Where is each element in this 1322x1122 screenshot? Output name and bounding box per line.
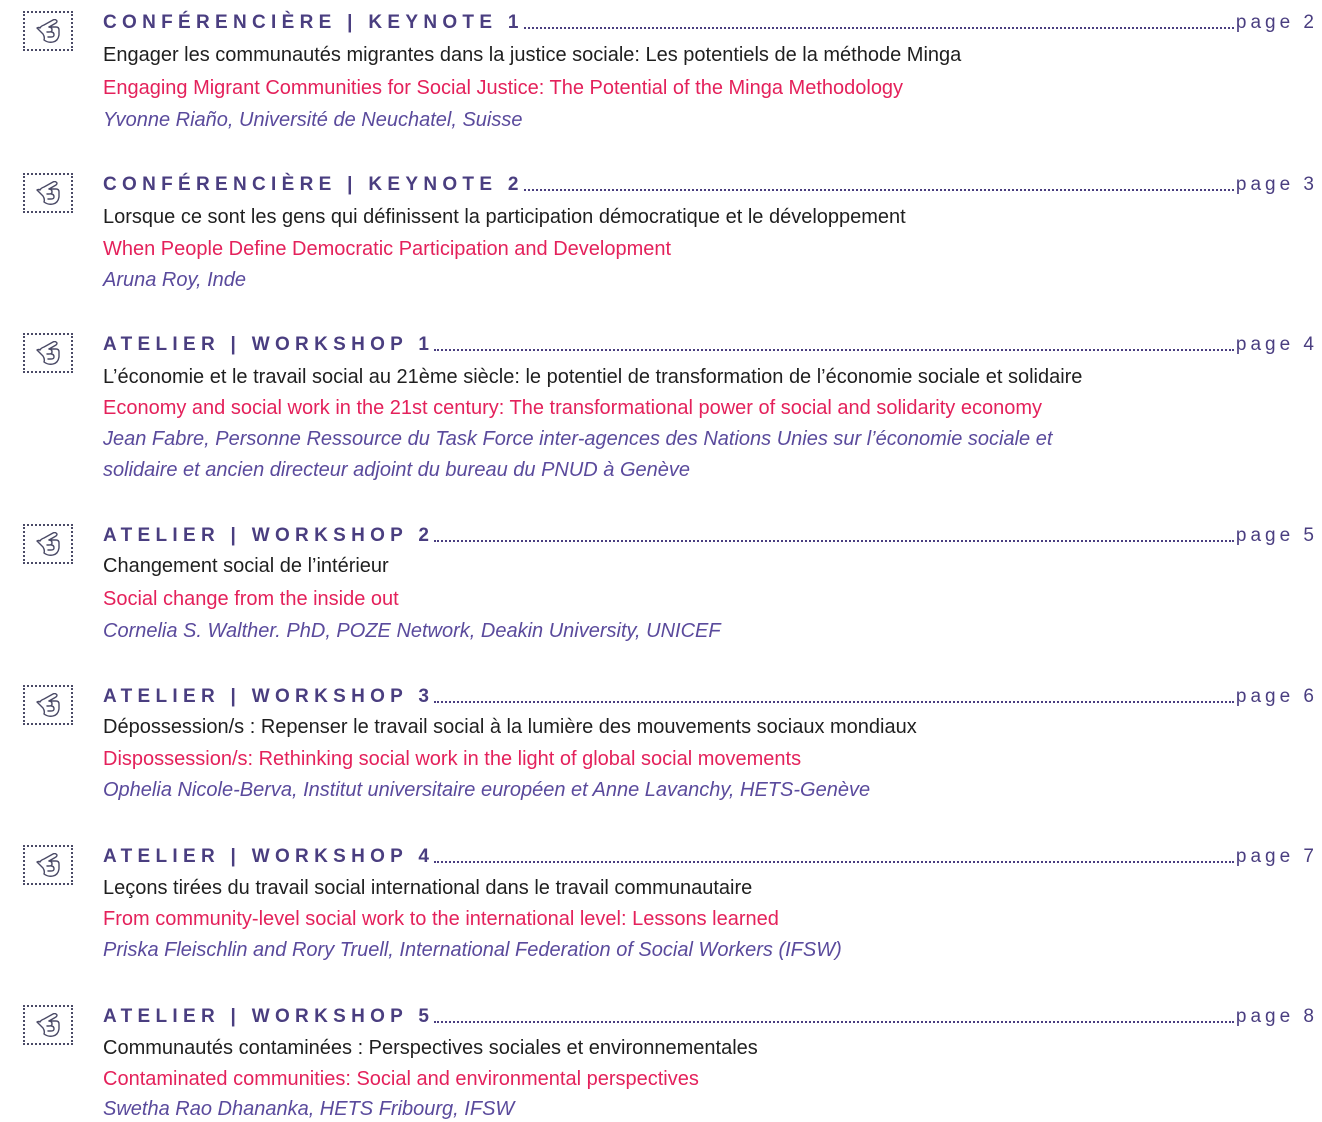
title-english: Dispossession/s: Rethinking social work in the light of global social movements	[103, 748, 802, 770]
dot-leader	[434, 349, 1234, 351]
dot-leader	[434, 861, 1234, 863]
page-reference[interactable]: page 3	[1235, 174, 1318, 195]
entry-heading-row	[103, 170, 1318, 196]
page-reference[interactable]: page 4	[1235, 334, 1318, 355]
dot-leader	[434, 1021, 1234, 1023]
pointing-hand-icon[interactable]	[23, 524, 73, 564]
entry-heading[interactable]: ATELIER | WORKSHOP 2	[103, 525, 435, 546]
title-french: Changement social de l’intérieur	[103, 555, 389, 577]
title-french: Communautés contaminées : Perspectives sociales et environnementales	[103, 1037, 758, 1059]
speaker-line: Yvonne Riaño, Université de Neuchatel, Suisse	[103, 109, 523, 131]
entry-heading-row	[103, 682, 1318, 708]
entry-heading[interactable]: CONFÉRENCIÈRE | KEYNOTE 2	[103, 174, 524, 195]
title-french: Engager les communautés migrantes dans la justice sociale: Les potentiels de la méthode Minga	[103, 44, 962, 66]
title-french: L’économie et le travail social au 21ème siècle: le potentiel de transformation de l’économie sociale et solidaire	[103, 366, 1083, 388]
page-reference[interactable]: page 6	[1235, 686, 1318, 707]
title-english: Economy and social work in the 21st century: The transformational power of social and solidarity economy	[103, 397, 1042, 419]
title-english: From community-level social work to the international level: Lessons learned	[103, 908, 779, 930]
speaker-line: solidaire et ancien directeur adjoint du bureau du PNUD à Genève	[103, 459, 691, 481]
entry-heading-row	[103, 842, 1318, 868]
pointing-hand-icon[interactable]	[23, 845, 73, 885]
page-reference[interactable]: page 7	[1235, 846, 1318, 867]
speaker-line: Aruna Roy, Inde	[103, 269, 247, 291]
pointing-hand-icon[interactable]	[23, 333, 73, 373]
page-reference[interactable]: page 8	[1235, 1006, 1318, 1027]
speaker-line: Cornelia S. Walther. PhD, POZE Network, Deakin University, UNICEF	[103, 620, 721, 642]
dot-leader	[524, 189, 1234, 191]
dot-leader	[524, 27, 1234, 29]
pointing-hand-icon[interactable]	[23, 1005, 73, 1045]
title-english: When People Define Democratic Participation and Development	[103, 238, 672, 260]
entry-heading-row	[103, 8, 1318, 34]
entry-heading[interactable]: ATELIER | WORKSHOP 4	[103, 846, 435, 867]
dot-leader	[434, 701, 1234, 703]
page-reference[interactable]: page 2	[1235, 12, 1318, 33]
pointing-hand-icon[interactable]	[23, 173, 73, 213]
pointing-hand-icon[interactable]	[23, 685, 73, 725]
speaker-line: Priska Fleischlin and Rory Truell, International Federation of Social Workers (IFSW)	[103, 939, 842, 961]
speaker-line: Swetha Rao Dhananka, HETS Fribourg, IFSW	[103, 1098, 515, 1120]
title-french: Lorsque ce sont les gens qui définissent la participation démocratique et le développement	[103, 206, 906, 228]
entry-heading-row	[103, 521, 1318, 547]
entry-heading-row	[103, 1002, 1318, 1028]
entry-heading[interactable]: ATELIER | WORKSHOP 5	[103, 1006, 435, 1027]
entry-heading[interactable]: ATELIER | WORKSHOP 3	[103, 686, 435, 707]
speaker-line: Ophelia Nicole-Berva, Institut universitaire européen et Anne Lavanchy, HETS-Genève	[103, 779, 871, 801]
page-reference[interactable]: page 5	[1235, 525, 1318, 546]
title-french: Leçons tirées du travail social international dans le travail communautaire	[103, 877, 753, 899]
entry-heading-row	[103, 330, 1318, 356]
title-english: Engaging Migrant Communities for Social Justice: The Potential of the Minga Methodology	[103, 77, 904, 99]
title-english: Contaminated communities: Social and environmental perspectives	[103, 1068, 699, 1090]
speaker-line: Jean Fabre, Personne Ressource du Task Force inter-agences des Nations Unies sur l’économie sociale et	[103, 428, 1053, 450]
entry-heading[interactable]: ATELIER | WORKSHOP 1	[103, 334, 435, 355]
title-english: Social change from the inside out	[103, 588, 399, 610]
entry-heading[interactable]: CONFÉRENCIÈRE | KEYNOTE 1	[103, 12, 524, 33]
title-french: Dépossession/s : Repenser le travail social à la lumière des mouvements sociaux mondiaux	[103, 716, 917, 738]
dot-leader	[434, 540, 1234, 542]
pointing-hand-icon[interactable]	[23, 11, 73, 51]
